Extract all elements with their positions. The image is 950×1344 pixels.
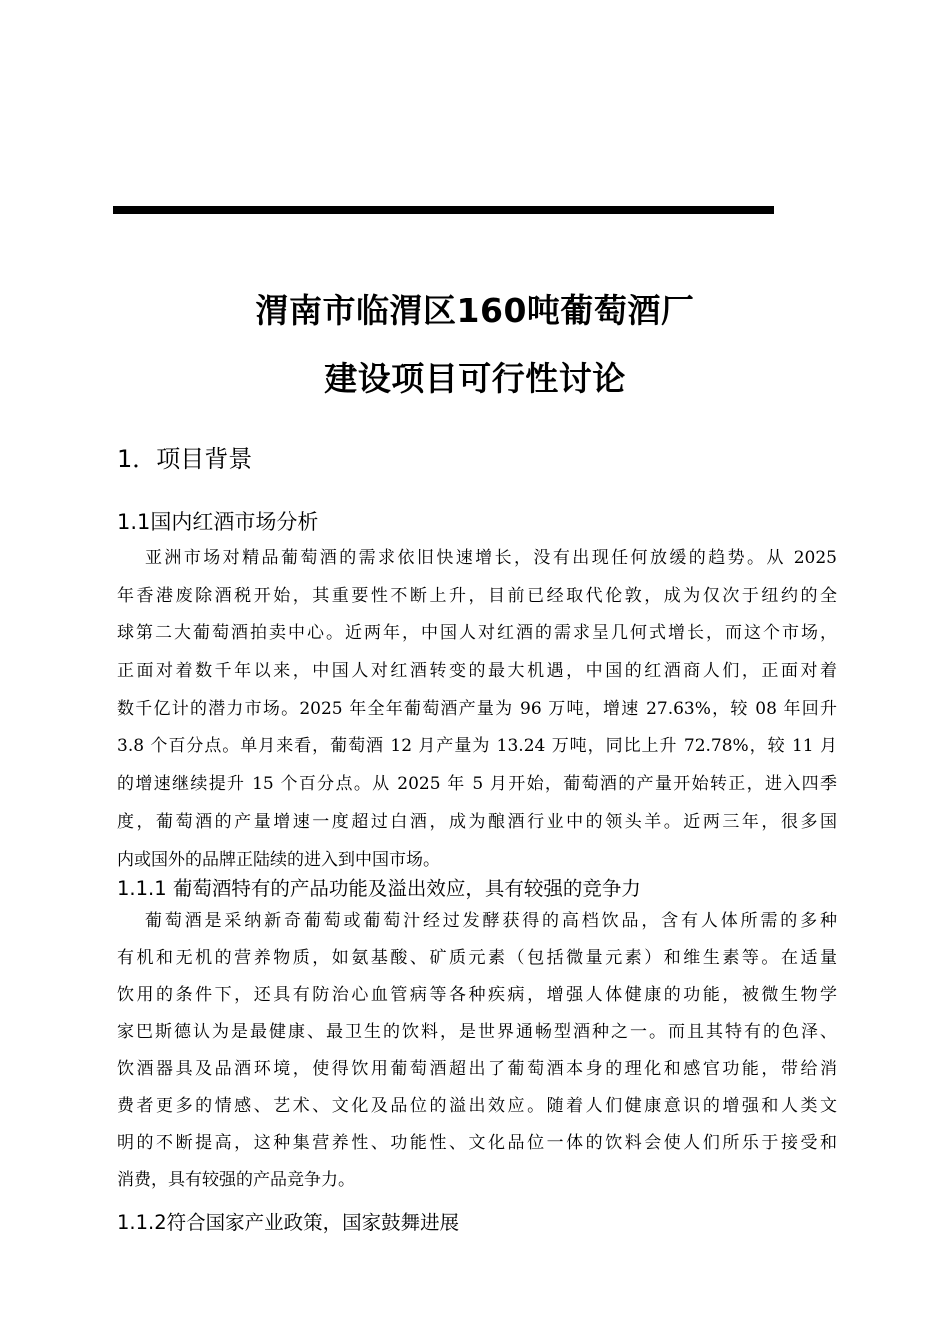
market-analysis-paragraph [117,540,837,879]
document-title-line-1: 渭南市临渭区160吨葡萄酒厂 [255,291,695,330]
paragraph-line: 的增速继续提升 15 个百分点。从 2025 年 5 月开始，葡萄酒的产量开始转正，进入四季 [117,774,837,795]
paragraph-line: 费者更多的情感、艺术、文化及品位的溢出效应。随着人们健康意识的增强和人类文 [117,1096,837,1116]
paragraph-line: 饮用的条件下，还具有防治心血管病等各种疾病，增强人体健康的功能，被微生物学 [117,985,837,1005]
section-heading-product-function: 1.1.1 葡萄酒特有的产品功能及溢出效应，具有较强的竞争力 [117,877,641,900]
paragraph-line: 球第二大葡萄酒拍卖中心。近两年，中国人对红酒的需求呈几何式增长，而这个市场， [117,623,837,644]
document-title-line-2: 建设项目可行性讨论 [324,359,626,398]
product-function-paragraph [117,903,837,1199]
paragraph-line: 亚洲市场对精品葡萄酒的需求依旧快速增长，没有出现任何放缓的趋势。从 2025 [145,548,837,568]
paragraph-line: 葡萄酒是采纳新奇葡萄或葡萄汁经过发酵获得的高档饮品，含有人体所需的多种 [145,911,837,931]
paragraph-line: 年香港废除酒税开始，其重要性不断上升，目前已经取代伦敦，成为仅次于纽约的全 [117,585,837,606]
paragraph-line: 明的不断提高，这种集营养性、功能性、文化品位一体的饮料会使人们所乐于接受和 [117,1133,837,1153]
top-horizontal-rule [113,206,774,214]
paragraph-line: 有机和无机的营养物质，如氨基酸、矿质元素（包括微量元素）和维生素等。在适量 [117,948,837,968]
paragraph-line: 家巴斯德认为是最健康、最卫生的饮料，是世界通畅型酒种之一。而且其特有的色泽、 [117,1022,837,1042]
section-heading-project-background: 1．项目背景 [117,445,253,473]
paragraph-line: 数千亿计的潜力市场。2025 年全年葡萄酒产量为 96 万吨，增速 27.63%，较 08 年回升 [117,698,837,719]
section-heading-domestic-wine-market: 1.1国内红酒市场分析 [117,510,319,534]
paragraph-line: 度，葡萄酒的产量增速一度超过白酒，成为酿酒行业中的领头羊。近两三年，很多国 [117,811,837,832]
paragraph-line: 饮酒器具及品酒环境，使得饮用葡萄酒超出了葡萄酒本身的理化和感官功能，带给消 [117,1059,837,1079]
paragraph-line: 正面对着数千年以来，中国人对红酒转变的最大机遇，中国的红酒商人们，正面对着 [117,661,837,682]
paragraph-line: 消费，具有较强的产品竞争力。 [117,1170,355,1190]
paragraph-line: 内或国外的品牌正陆续的进入到中国市场。 [117,849,440,870]
paragraph-line: 3.8 个百分点。单月来看，葡萄酒 12 月产量为 13.24 万吨，同比上升 72.78%，较 11 月 [117,736,837,757]
section-heading-industry-policy: 1.1.2符合国家产业政策，国家鼓舞进展 [117,1211,460,1234]
